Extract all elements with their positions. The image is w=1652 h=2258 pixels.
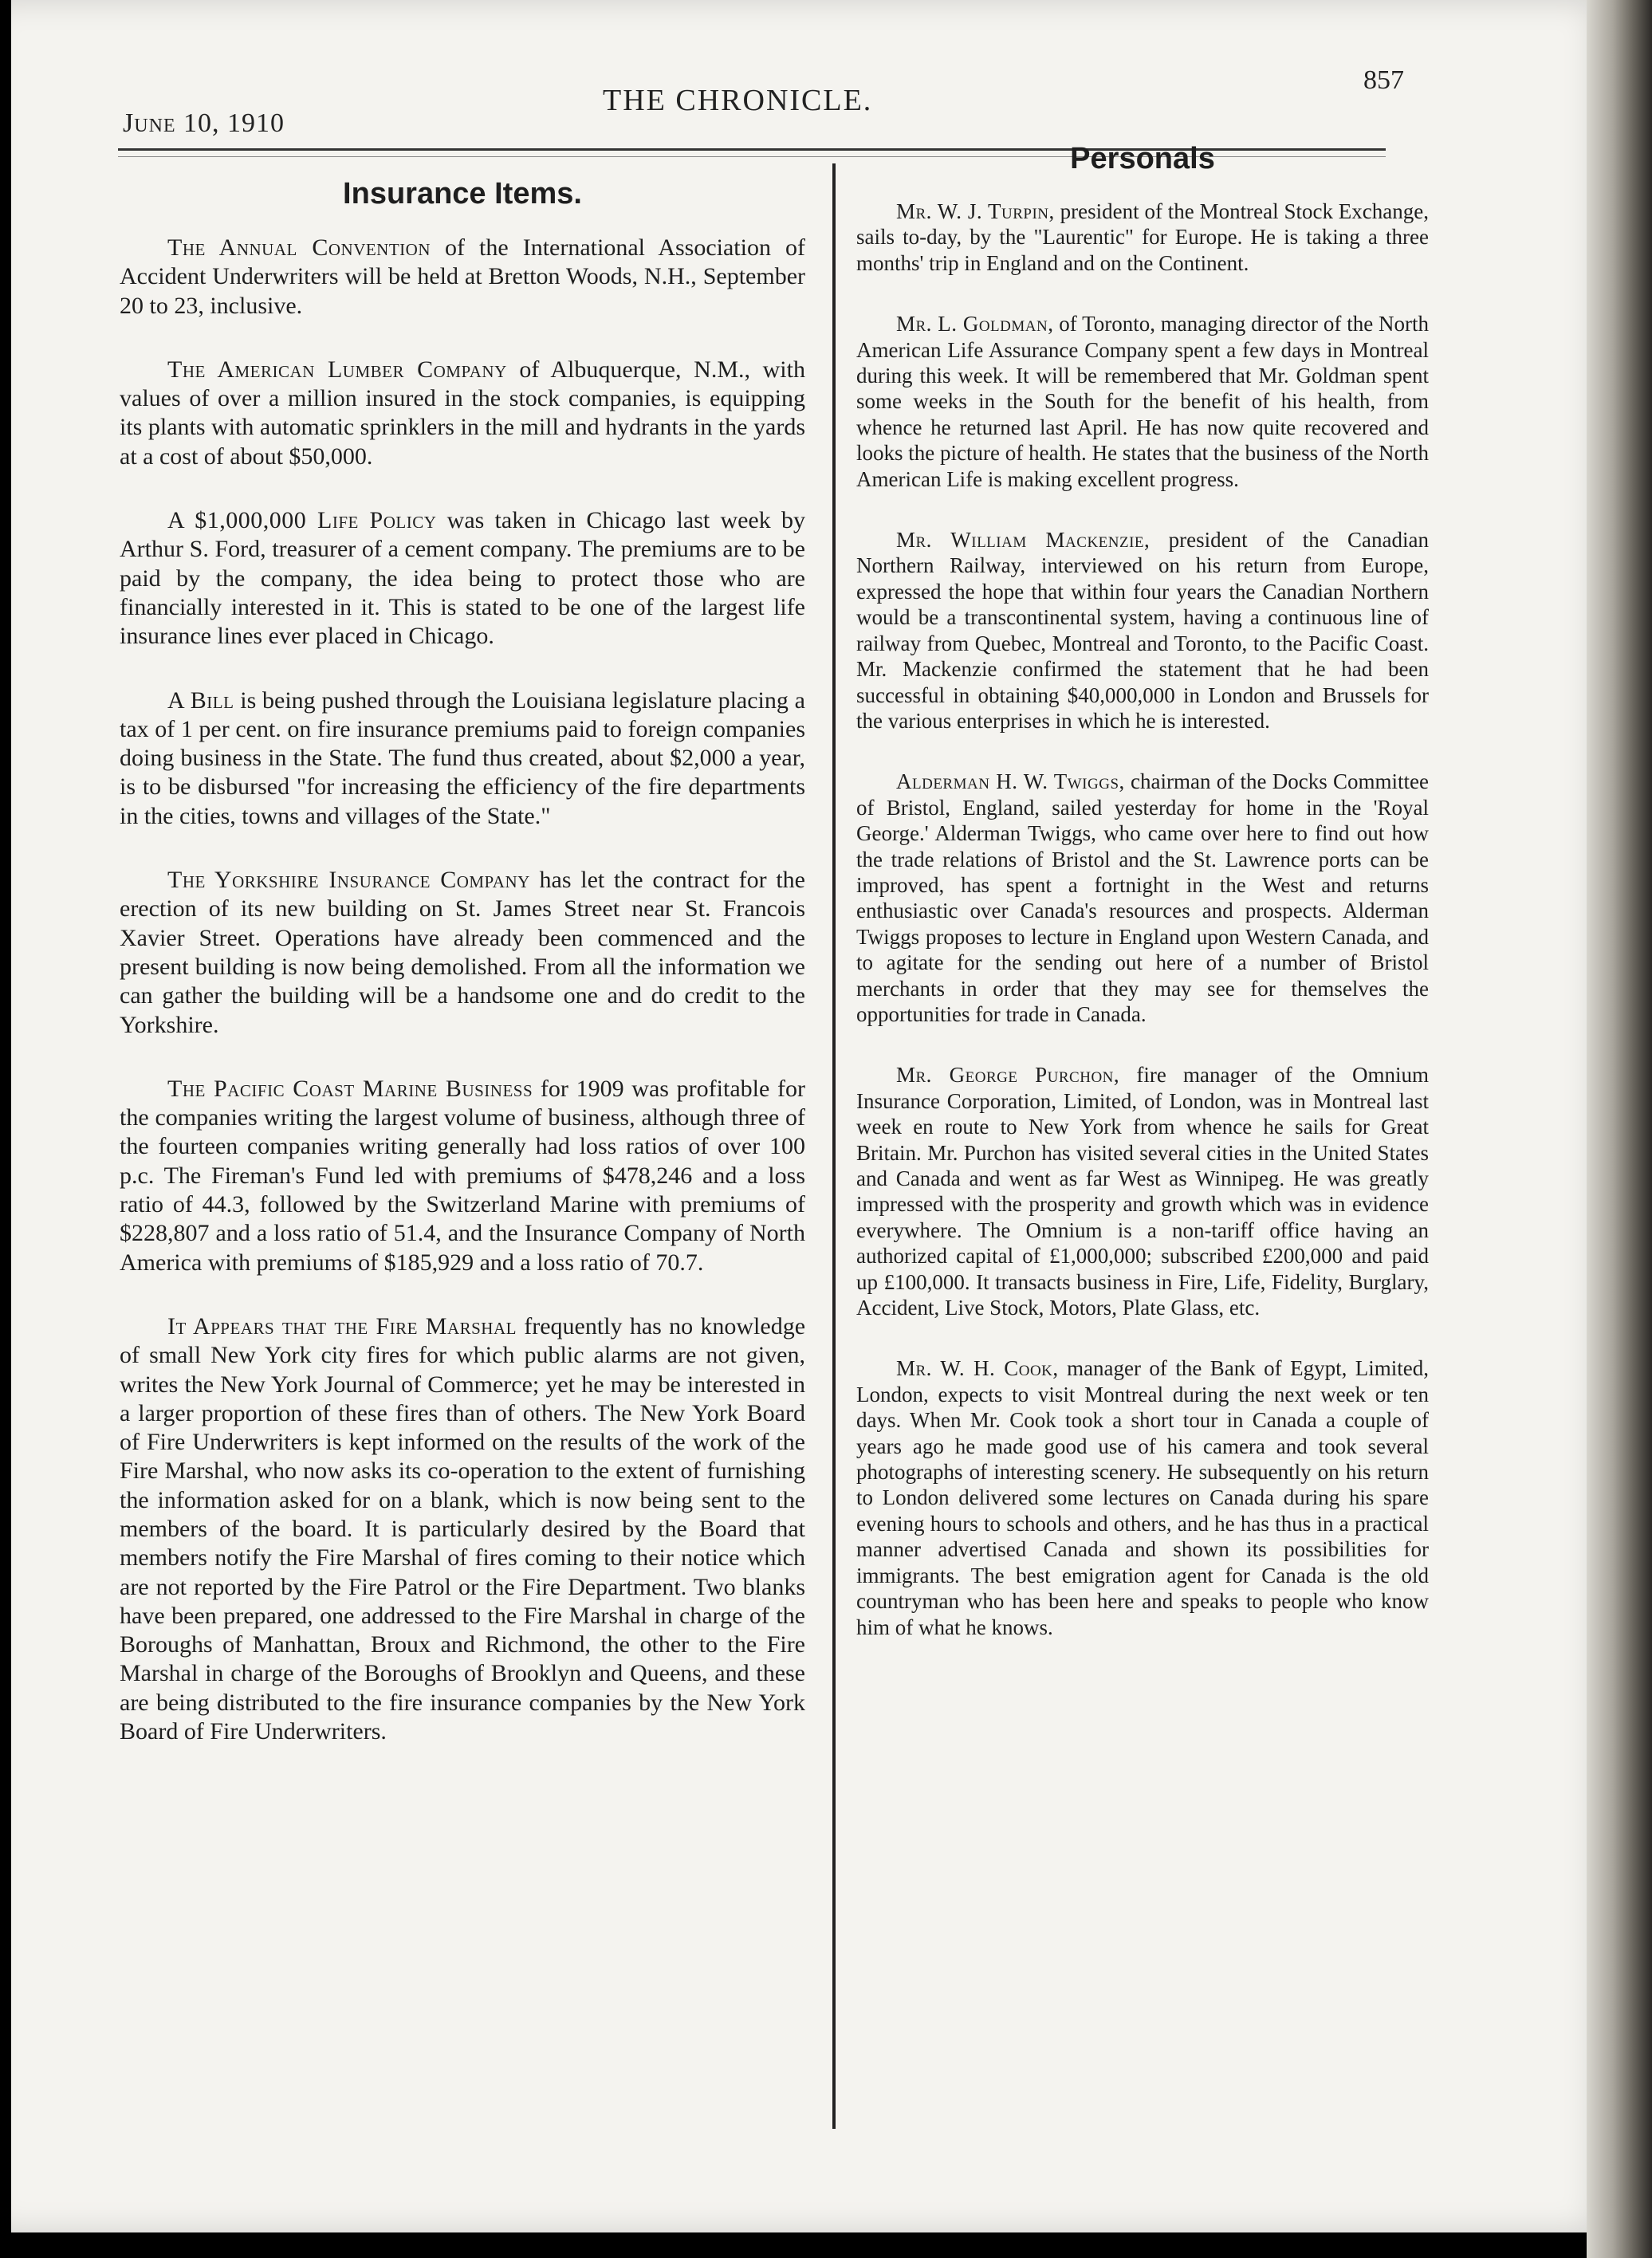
issue-date: June 10, 1910 xyxy=(123,108,285,138)
item-lead: Mr. W. J. Turpin, xyxy=(896,199,1055,223)
publication-title: THE CHRONICLE. xyxy=(603,84,873,117)
item-lead: The Pacific Coast Marine Business xyxy=(167,1075,533,1102)
item-text: has let the contract for the erection of its new building on St. James Street near St. Francois Xavier Street. Operations have already been commenced and the present building is now being demolished. From all the information we can gather the building will be a handsome one and do credit to the Yorkshire. xyxy=(120,867,805,1038)
item-lead: Mr. L. Goldman, xyxy=(896,312,1054,336)
item-lead: A Bill xyxy=(167,686,234,714)
news-item xyxy=(120,356,805,471)
item-text: president of the Canadian Northern Railway, interviewed on his return from Europe, expressed the hope that within four years the Canadian Northern would be a transcontinental system, having a continuous line of railway from Quebec, Montreal and Toronto, to the Pacific Coast. Mr. Mackenzie confirmed the statement that he had been successful in obtaining $40,000,000 in London and Brussels for the various enterprises in which he is interested. xyxy=(856,528,1429,733)
item-text: president of the Montreal Stock Exchange, sails to-day, by the "Laurentic" for Europe. He is taking a three months' trip in England and on the Continent. xyxy=(856,199,1429,275)
item-lead: The Yorkshire Insurance Company xyxy=(167,867,530,894)
insurance-items-column xyxy=(120,177,805,1781)
item-text: frequently has no knowledge of small New York city fires for which public alarms are not given, writes the New York Journal of Commerce; yet he may be interested in a larger proportion of these fires than of others. The New York Board of Fire Underwriters is kept informed on the results of the work of the Fire Marshal, who now asks its co-operation to the extent of furnishing the information asked for on a blank, which is now being sent to the members of the board. It is particularly desired by the Board that members notify the Fire Marshal of fires coming to their notice which are not reported by the Fire Patrol or the Fire Department. Two blanks have been prepared, one addressed to the Fire Marshal in charge of the Boroughs of Manhattan, Broux and Richmond, the other to the Fire Marshal in charge of the Boroughs of Brooklyn and Queens, and these are being distributed to the fire insurance companies by the New York Board of Fire Underwriters. xyxy=(120,1312,806,1745)
news-item xyxy=(856,769,1429,1027)
news-item xyxy=(120,1312,805,1746)
news-item xyxy=(120,506,805,651)
item-lead: Mr. W. H. Cook, xyxy=(896,1356,1059,1381)
column-divider xyxy=(832,163,836,2129)
news-item xyxy=(856,527,1429,734)
news-item xyxy=(856,311,1429,492)
item-text: manager of the Bank of Egypt, Limited, London, expects to visit Montreal during the next week or ten days. When Mr. Cook took a short tour in Canada a couple of years ago he made good use of his camera and took several photographs of interesting scenery. He subsequently on his return to London delivered some lectures on Canada during his spare evening hours to schools and others, and he has thus in a practical manner advertised Canada and shown its possibilities for immigrants. The best emigration agent for Canada is the old countryman who has been here and speaks to people who know him of what he knows. xyxy=(856,1356,1429,1639)
news-item xyxy=(120,866,805,1040)
item-text: fire manager of the Omnium Insurance Corporation, Limited, of London, was in Montreal last week en route to New York from whence he sails for Great Britain. Mr. Purchon has visited several cities in the United States and Canada and went as far West as Winnipeg. He was greatly impressed with the prosperity and growth which was in evidence everywhere. The Omnium is a non-tariff office having an authorized capital of £1,000,000; subscribed £200,000 and paid up £100,000. It transacts business in Fire, Life, Fidelity, Burglary, Accident, Live Stock, Motors, Plate Glass, etc. xyxy=(856,1063,1429,1320)
item-text: chairman of the Docks Committee of Bristol, England, sailed yesterday for home in the 'Royal George.' Alderman Twiggs, who came over here to find out how the trade relations of Bristol and the St. Lawrence ports can be improved, has spent a fortnight in the West and returns enthusiastic over Canada's resources and prospects. Alderman Twiggs proposes to lecture in England upon Western Canada, and to agitate for the sending out here of a number of Bristol merchants in order that they may see for themselves the opportunities for trade in Canada. xyxy=(856,769,1429,1026)
item-text: for 1909 was profitable for the companies writing the largest volume of business, although three of the fourteen companies writing generally had loss ratios of over 100 p.c. The Fireman's Fund led with premiums of $478,246 and a loss ratio of 44.3, followed by the Switzerland Marine with premiums of $228,807 and a loss ratio of 51.4, and the Insurance Company of North America with premiums of $185,929 and a loss ratio of 70.7. xyxy=(120,1075,806,1276)
item-lead: The American Lumber Company xyxy=(167,356,507,383)
book-spine-edge xyxy=(1587,0,1652,2258)
item-text: of Albuquerque, N.M., with values of over a million insured in the stock companies, is equipping its plants with automatic sprinklers in the mill and hydrants in the yards at a cost of about $50,000. xyxy=(120,356,805,470)
newspaper-page xyxy=(11,0,1619,2232)
item-lead: It Appears that the Fire Marshal xyxy=(167,1312,517,1339)
personals-column xyxy=(856,142,1429,1675)
news-item xyxy=(856,199,1429,276)
item-text: was taken in Chicago last week by Arthur S. Ford, treasurer of a cement company. The premiums are to be paid by the company, the idea being to protect those who are financially interested in it. This is stated to be one of the largest life insurance lines ever placed in Chicago. xyxy=(120,507,805,650)
item-text: is being pushed through the Louisiana legislature placing a tax of 1 per cent. on fire insurance premiums paid to foreign companies doing business in the State. The fund thus created, about $2,000 a year, is to be disbursed "for increasing the efficiency of the fire departments in the cities, towns and villages of the State." xyxy=(120,686,805,829)
section-heading: Personals xyxy=(1070,142,1215,175)
news-item xyxy=(856,1062,1429,1320)
section-heading: Insurance Items. xyxy=(343,177,582,210)
page-number: 857 xyxy=(1363,65,1404,95)
item-lead: Mr. George Purchon, xyxy=(896,1063,1120,1088)
news-item xyxy=(120,234,805,321)
item-lead: A $1,000,000 Life Policy xyxy=(167,507,437,534)
item-lead: Mr. William Mackenzie, xyxy=(896,528,1150,553)
news-item xyxy=(120,1075,805,1277)
news-item xyxy=(120,686,805,831)
item-text: of the International Association of Accident Underwriters will be held at Bretton Woods, N.H., September 20 to 23, inclusive. xyxy=(120,234,805,319)
item-lead: Alderman H. W. Twiggs, xyxy=(896,769,1125,794)
news-item xyxy=(856,1355,1429,1639)
item-lead: The Annual Convention xyxy=(167,234,431,261)
item-text: of Toronto, managing director of the North American Life Assurance Company spent a few days in Montreal during this week. It will be remembered that Mr. Goldman spent some weeks in the South for the benefit of his health, from whence he returned last April. He has now quite recovered and looks the picture of health. He states that the business of the North American Life is making excellent progress. xyxy=(856,312,1429,491)
